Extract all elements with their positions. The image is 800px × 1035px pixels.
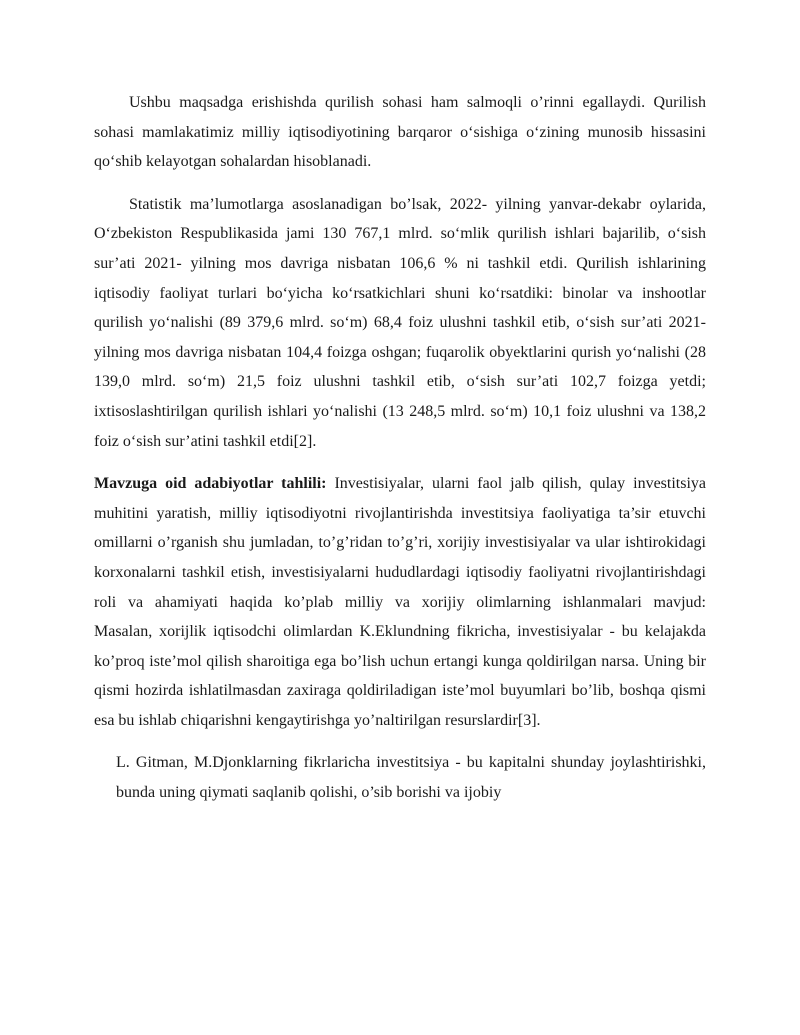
paragraph-gitman-quote: L. Gitman, M.Djonklarning fikrlaricha investitsiya - bu kapitalni shunday joylashtirishki, bunda uning qiymati saqlanib qolishi, o’sib borishi va ijobiy	[116, 754, 706, 802]
paragraph-literature-review	[94, 469, 790, 735]
section-heading-literature: Mavzuga oid adabiyotlar tahlili:	[94, 475, 327, 493]
document-page	[94, 88, 790, 808]
literature-review-body: Investisiyalar, ularni faol jalb qilish, qulay investitsiya muhitini yaratish, milliy iqtisodiyotni rivojlantirishda investitsiya faoliyatiga ta’sir etuvchi omillarni o’rganish shu jumladan, to’g’ridan to’g’ri, xorijiy investisiyalar va ular ishtirokidagi korxonalarni tashkil etish, investisiyalarni hududlardagi iqtisodiy faoliyatni rivojlantirishdagi roli va ahamiyati haqida ko’plab milliy va xorijiy olimlarning ishlanmalari mavjud: Masalan, xorijlik iqtisodchi olimlardan K.Eklundning fikricha, investisiyalar - bu kelajakda ko’proq iste’mol qilish sharoitiga ega bo’lish uchun ertangi kunga qoldirilgan narsa. Uning bir qismi hozirda ishlatilmasdan zaxiraga qoldiriladigan iste’mol buyumlari bo’lib, boshqa qismi esa bu ishlab chiqarishni kengaytirishga yo’naltirilgan resurslardir[3].	[94, 475, 790, 729]
paragraph-construction-intro: Ushbu maqsadga erishishda qurilish sohasi ham salmoqli o’rinni egallaydi. Qurilish sohasi mamlakatimiz milliy iqtisodiyotining barqaror o‘sishiga o‘zining munosib hissasini qo‘shib kelayotgan sohalardan hisoblanadi.	[94, 94, 706, 171]
paragraph-statistics: Statistik ma’lumotlarga asoslanadigan bo’lsak, 2022- yilning yanvar-dekabr oylarida, O‘zbekiston Respublikasida jami 130 767,1 mlrd. so‘mlik qurilish ishlari bajarilib, o‘sish sur’ati 2021- yilning mos davriga nisbatan 106,6 % ni tashkil etdi. Qurilish ishlarining iqtisodiy faoliyat turlari bo‘yicha ko‘rsatkichlari shuni ko‘rsatdiki: binolar va inshootlar qurilish yo‘nalishi (89 379,6 mlrd. so‘m) 68,4 foiz ulushni tashkil etib, o‘sish sur’ati 2021- yilning mos davriga nisbatan 104,4 foizga oshgan; fuqarolik obyektlarini qurish yo‘nalishi (28 139,0 mlrd. so‘m) 21,5 foiz ulushni tashkil etib, o‘sish sur’ati 102,7 foizga yetdi; ixtisoslashtirilgan qurilish ishlari yo‘nalishi (13 248,5 mlrd. so‘m) 10,1 foiz ulushni va 138,2 foiz o‘sish sur’atini tashkil etdi[2].	[94, 195, 706, 450]
